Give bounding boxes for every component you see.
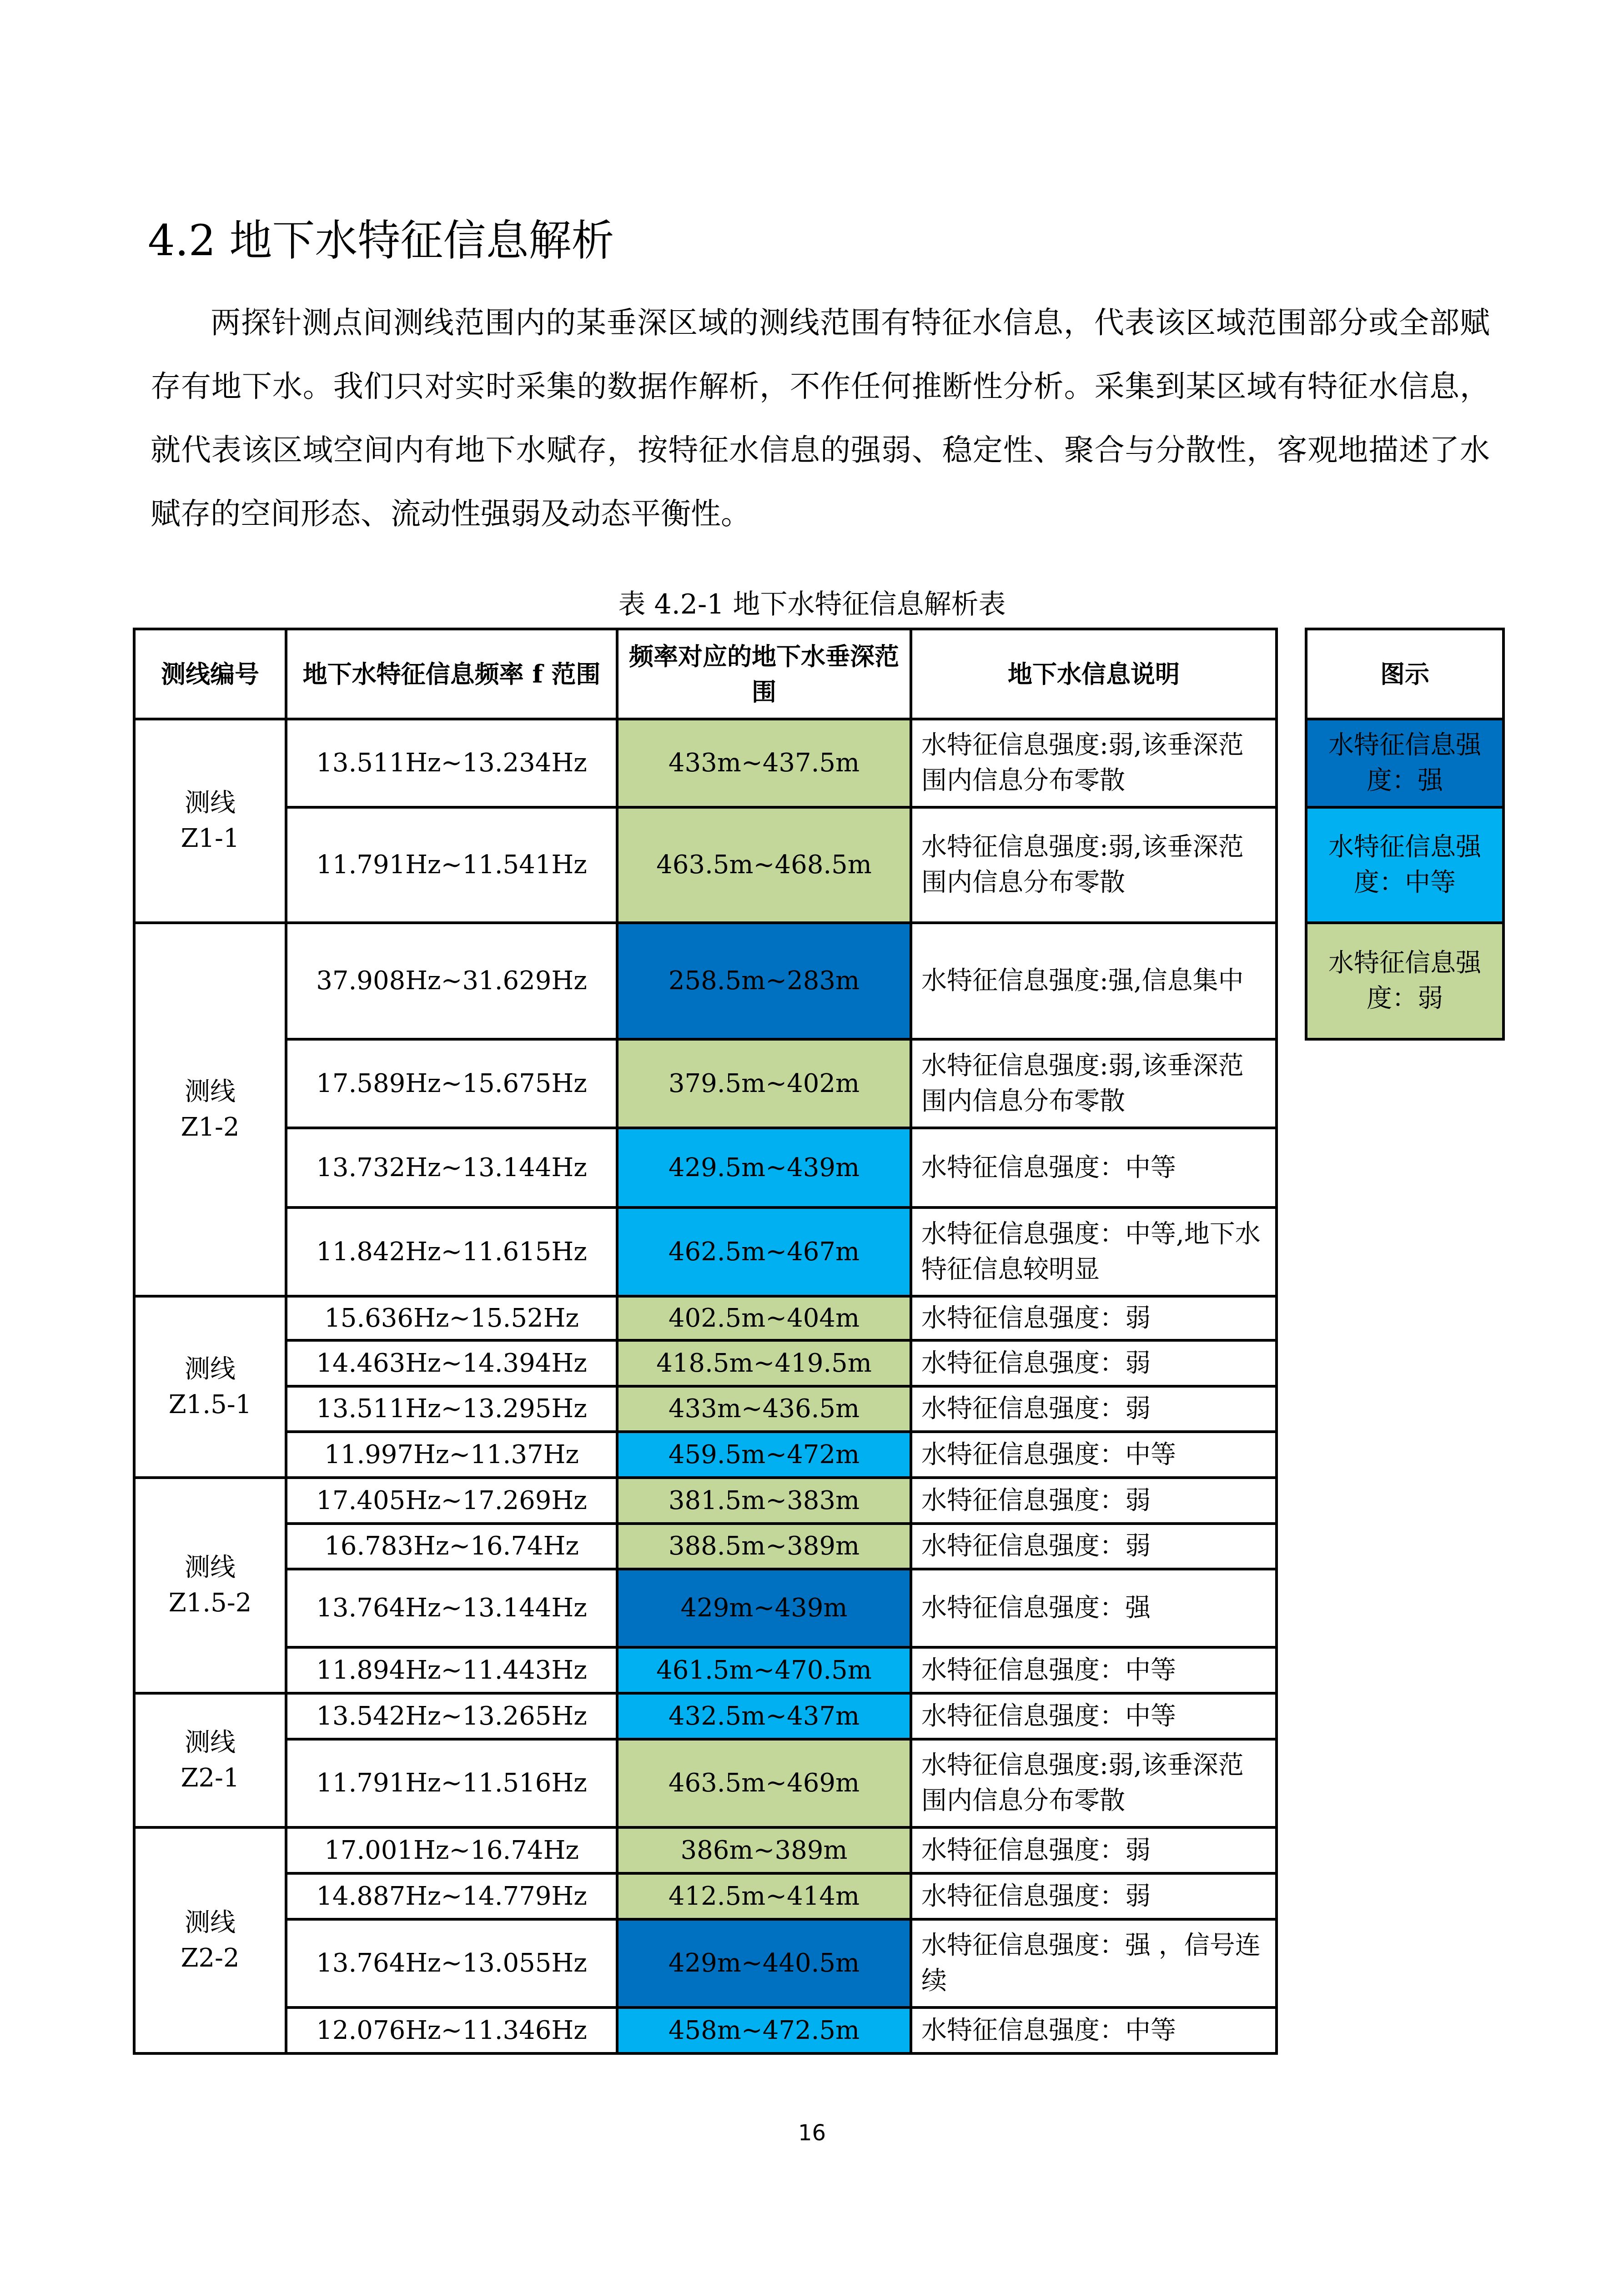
depth-cell: 379.5m~402m bbox=[617, 1039, 911, 1128]
depth-cell: 258.5m~283m bbox=[617, 923, 911, 1039]
description-cell: 水特征信息强度：弱 bbox=[911, 1296, 1277, 1340]
frequency-cell: 15.636Hz~15.52Hz bbox=[286, 1296, 617, 1340]
frequency-cell: 11.791Hz~11.516Hz bbox=[286, 1739, 617, 1827]
description-cell: 水特征信息强度：中等 bbox=[911, 1647, 1277, 1693]
table-row bbox=[134, 1296, 1277, 1340]
depth-cell: 429.5m~439m bbox=[617, 1128, 911, 1207]
table-row bbox=[134, 1919, 1277, 2007]
table-row bbox=[134, 1340, 1277, 1386]
frequency-cell: 13.764Hz~13.144Hz bbox=[286, 1569, 617, 1647]
description-cell: 水特征信息强度:强,信息集中 bbox=[911, 923, 1277, 1039]
frequency-cell: 11.842Hz~11.615Hz bbox=[286, 1207, 617, 1296]
table-row bbox=[134, 1739, 1277, 1827]
depth-cell: 458m~472.5m bbox=[617, 2007, 911, 2053]
frequency-cell: 11.894Hz~11.443Hz bbox=[286, 1647, 617, 1693]
description-cell: 水特征信息强度：中等 bbox=[911, 1432, 1277, 1478]
line-id-cell: 测线 Z1.5-1 bbox=[134, 1296, 286, 1478]
table-header-row bbox=[134, 629, 1277, 719]
depth-cell: 462.5m~467m bbox=[617, 1207, 911, 1296]
table-row bbox=[134, 1693, 1277, 1739]
description-cell: 水特征信息强度：中等 bbox=[911, 1693, 1277, 1739]
depth-cell: 412.5m~414m bbox=[617, 1873, 911, 1919]
table-row bbox=[134, 1478, 1277, 1524]
description-cell: 水特征信息强度：中等,地下水特征信息较明显 bbox=[911, 1207, 1277, 1296]
legend-strong: 水特征信息强度：强 bbox=[1306, 719, 1503, 807]
description-cell: 水特征信息强度:弱,该垂深范围内信息分布零散 bbox=[911, 1739, 1277, 1827]
frequency-cell: 13.764Hz~13.055Hz bbox=[286, 1919, 617, 2007]
table-row bbox=[134, 1432, 1277, 1478]
header-depth: 频率对应的地下水垂深范围 bbox=[617, 629, 911, 719]
line-id-cell: 测线 Z1-1 bbox=[134, 719, 286, 923]
table-row bbox=[134, 1524, 1277, 1569]
legend-weak: 水特征信息强度：弱 bbox=[1306, 923, 1503, 1039]
depth-cell: 433m~436.5m bbox=[617, 1386, 911, 1432]
depth-cell: 463.5m~468.5m bbox=[617, 807, 911, 923]
table-row bbox=[134, 923, 1277, 1039]
legend-table bbox=[1305, 628, 1505, 1041]
depth-cell: 459.5m~472m bbox=[617, 1432, 911, 1478]
line-id-cell: 测线 Z2-2 bbox=[134, 1827, 286, 2053]
frequency-cell: 14.463Hz~14.394Hz bbox=[286, 1340, 617, 1386]
description-cell: 水特征信息强度：强 bbox=[911, 1569, 1277, 1647]
description-cell: 水特征信息强度：弱 bbox=[911, 1386, 1277, 1432]
intro-paragraph bbox=[151, 291, 1490, 546]
depth-cell: 429m~440.5m bbox=[617, 1919, 911, 2007]
table-row bbox=[134, 2007, 1277, 2053]
table-row bbox=[134, 1128, 1277, 1207]
depth-cell: 386m~389m bbox=[617, 1827, 911, 1873]
table-row bbox=[134, 1569, 1277, 1647]
description-cell: 水特征信息强度：中等 bbox=[911, 1128, 1277, 1207]
depth-cell: 432.5m~437m bbox=[617, 1693, 911, 1739]
table-caption: 表 4.2-1 地下水特征信息解析表 bbox=[618, 589, 1006, 620]
depth-cell: 418.5m~419.5m bbox=[617, 1340, 911, 1386]
table-row bbox=[134, 1873, 1277, 1919]
frequency-cell: 16.783Hz~16.74Hz bbox=[286, 1524, 617, 1569]
table-row bbox=[134, 1039, 1277, 1128]
section-heading: 4.2 地下水特征信息解析 bbox=[148, 216, 614, 266]
frequency-cell: 37.908Hz~31.629Hz bbox=[286, 923, 617, 1039]
frequency-cell: 13.511Hz~13.295Hz bbox=[286, 1386, 617, 1432]
groundwater-analysis-table bbox=[133, 628, 1278, 2055]
table-row bbox=[134, 1827, 1277, 1873]
frequency-cell: 17.001Hz~16.74Hz bbox=[286, 1827, 617, 1873]
table-row bbox=[134, 1207, 1277, 1296]
table-row bbox=[134, 1386, 1277, 1432]
frequency-cell: 11.791Hz~11.541Hz bbox=[286, 807, 617, 923]
depth-cell: 402.5m~404m bbox=[617, 1296, 911, 1340]
frequency-cell: 13.511Hz~13.234Hz bbox=[286, 719, 617, 807]
frequency-cell: 17.589Hz~15.675Hz bbox=[286, 1039, 617, 1128]
table-row bbox=[134, 719, 1277, 807]
frequency-cell: 11.997Hz~11.37Hz bbox=[286, 1432, 617, 1478]
frequency-cell: 13.732Hz~13.144Hz bbox=[286, 1128, 617, 1207]
header-description: 地下水信息说明 bbox=[911, 629, 1277, 719]
frequency-cell: 13.542Hz~13.265Hz bbox=[286, 1693, 617, 1739]
depth-cell: 388.5m~389m bbox=[617, 1524, 911, 1569]
frequency-cell: 14.887Hz~14.779Hz bbox=[286, 1873, 617, 1919]
description-cell: 水特征信息强度:弱,该垂深范围内信息分布零散 bbox=[911, 807, 1277, 923]
description-cell: 水特征信息强度：弱 bbox=[911, 1827, 1277, 1873]
line-id-cell: 测线 Z1-2 bbox=[134, 923, 286, 1296]
description-cell: 水特征信息强度：强 ，信号连续 bbox=[911, 1919, 1277, 2007]
description-cell: 水特征信息强度：中等 bbox=[911, 2007, 1277, 2053]
description-cell: 水特征信息强度：弱 bbox=[911, 1524, 1277, 1569]
line-id-cell: 测线 Z2-1 bbox=[134, 1693, 286, 1827]
depth-cell: 433m~437.5m bbox=[617, 719, 911, 807]
table-row bbox=[134, 807, 1277, 923]
legend-medium: 水特征信息强度：中等 bbox=[1306, 807, 1503, 923]
header-frequency: 地下水特征信息频率 f 范围 bbox=[286, 629, 617, 719]
depth-cell: 461.5m~470.5m bbox=[617, 1647, 911, 1693]
description-cell: 水特征信息强度:弱,该垂深范围内信息分布零散 bbox=[911, 719, 1277, 807]
frequency-cell: 17.405Hz~17.269Hz bbox=[286, 1478, 617, 1524]
paragraph-text: 两探针测点间测线范围内的某垂深区域的测线范围有特征水信息，代表该区域范围部分或全部赋存有地下水。我们只对实时采集的数据作解析，不作任何推断性分析。采集到某区域有特征水信息，就代表该区域空间内有地下水赋存，按特征水信息的强弱、稳定性、聚合与分散性，客观地描述了水赋存的空间形态、流动性强弱及动态平衡性。 bbox=[151, 305, 1490, 531]
header-line-id: 测线编号 bbox=[134, 629, 286, 719]
description-cell: 水特征信息强度:弱,该垂深范围内信息分布零散 bbox=[911, 1039, 1277, 1128]
table-row bbox=[134, 1647, 1277, 1693]
depth-cell: 463.5m~469m bbox=[617, 1739, 911, 1827]
line-id-cell: 测线 Z1.5-2 bbox=[134, 1478, 286, 1693]
legend-title: 图示 bbox=[1306, 629, 1503, 719]
depth-cell: 381.5m~383m bbox=[617, 1478, 911, 1524]
depth-cell: 429m~439m bbox=[617, 1569, 911, 1647]
description-cell: 水特征信息强度：弱 bbox=[911, 1340, 1277, 1386]
frequency-cell: 12.076Hz~11.346Hz bbox=[286, 2007, 617, 2053]
page-number: 16 bbox=[798, 2120, 826, 2146]
description-cell: 水特征信息强度：弱 bbox=[911, 1478, 1277, 1524]
description-cell: 水特征信息强度：弱 bbox=[911, 1873, 1277, 1919]
